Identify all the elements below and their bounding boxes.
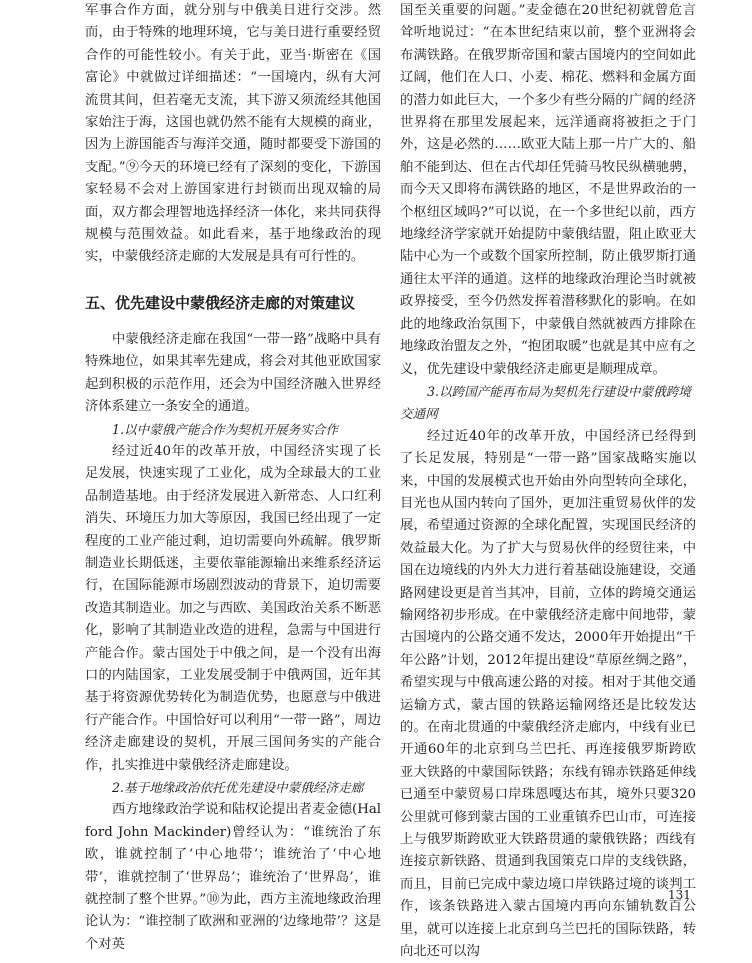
sub-heading: 2.基于地缘政治依托优先建设中蒙俄经济走廊: [112, 780, 364, 795]
body-paragraph: 西方地缘政治学说和陆权论提出者麦金德(Halford John Mackinder)曾经认为：“谁统治了东欧，谁就控制了‘中心地带’；谁统治了‘中心地带’，谁就控制了‘世界岛’；谁统治了‘世界岛’，谁就控制了整个世界。”⑩为此，西方主流地缘政治理论认为：“谁控制了欧洲和亚洲的‘边缘地带’？这是个对英: [85, 802, 381, 952]
left-column: [85, 0, 381, 956]
section-heading: 五、优先建设中蒙俄经济走廊的对策建议: [85, 293, 356, 312]
body-paragraph: 中蒙俄经济走廊在我国“一带一路”战略中具有特殊地位，如果其率先建成，将会对其他亚欧国家起到积极的示范作用，还会为中国经济融入世界经济体系建立一条安全的通道。: [85, 331, 381, 415]
right-column: [400, 0, 696, 963]
body-paragraph: 经过近40年的改革开放，中国经济已经得到了长足发展，特别是“一带一路”国家战略实施以来，中国的发展模式也开始由外向型转向全球化，目光也从国内转向了国外，更加注重贸易伙伴的发展，希望通过资源的全球化配置，实现国民经济的效益最大化。为了扩大与贸易伙伴的经贸往来，中国在边境线的内外大力进行着基础设施建设，交通路网建设更是首当其冲，目前，立体的跨境交通运输网络初步形成。在中蒙俄经济走廊中间地带，蒙古国境内的公路交通不发达，2000年开始提出“千年公路”计划，2012年提出建设“草原丝绸之路”，希望实现与中俄高速公路的对接。相对于其他交通运输方式，蒙古国的铁路运输网络还是比较发达的。在南北贯通的中蒙俄经济走廊内，中线有业已开通60年的北京到乌兰巴托、再连接俄罗斯跨欧亚大铁路的中蒙国际铁路；东线有锦赤铁路延伸线已通至中蒙贸易口岸珠恩嘎达布其，境外只要320公里就可修到蒙古国的工业重镇乔巴山市，可连接上与俄罗斯跨欧亚大铁路贯通的蒙俄铁路；西线有连接京新铁路、贯通到我国策克口岸的支线铁路，而且，目前已完成中蒙边境口岸铁路过境的谈判工作，该条铁路进入蒙古国境内再向东铺轨数百公里，就可以连接上北京到乌兰巴托的国际铁路，转向北还可以沟: [400, 428, 696, 960]
sub-heading: 3.以跨国产能再布局为契机先行建设中蒙俄跨境交通网: [400, 383, 691, 422]
body-paragraph: 国至关重要的问题。”麦金德在20世纪初就曾危言耸听地说过：“在本世纪结束以前，整个亚洲将会布满铁路。在俄罗斯帝国和蒙古国境内的空间如此辽阔，他们在人口、小麦、棉花、燃料和金属方面的潜力如此巨大，一个多少有些分隔的广阔的经济世界将在那里发展起来，远洋通商将被拒之于门外，这是必然的……欧亚大陆上那一片广大的、船舶不能到达、但在古代却任凭骑马牧民纵横驰骋，而今天又即将布满铁路的地区，不是世界政治的一个枢纽区域吗?”可以说，在一个多世纪以前，西方地缘经济学家就开始提防中蒙俄结盟，阻止欧亚大陆中心为一个或数个国家所控制，防止俄罗斯打通通往太平洋的通道。这样的地缘政治理论当时就被政界接受，至今仍然发挥着潜移默化的影响。在如此的地缘政治氛围下，中蒙俄自然就被西方排除在地缘政治盟友之外，“抱团取暖”也就是其中应有之义，优先建设中蒙俄经济走廊更是顺理成章。: [400, 3, 696, 377]
page-number: 131: [668, 888, 691, 902]
sub-heading: 1.以中蒙俄产能合作为契机开展务实合作: [112, 421, 339, 437]
body-paragraph: 经过近40年的改革开放，中国经济实现了长足发展，快速实现了工业化，成为全球最大的工业品制造基地。由于经济发展进入新常态、人口红利消失、环境压力加大等原因，我国已经出现了一定程度的工业产能过剩，迫切需要向外疏解。俄罗斯制造业长期低迷，主要依靠能源输出来维系经济运行，在国际能源市场剧烈波动的背景下，迫切需要改造其制造业。加之与西欧、美国政治关系不断恶化，影响了其制造业改造的进程，急需与中国进行产能合作。蒙古国处于中俄之间，是一个没有出海口的内陆国家，工业发展受制于中俄两国，近年其基于将资源优势转化为制造优势，也愿意与中俄进行产能合作。中国恰好可以利用“一带一路”，周边经济走廊建设的契机，开展三国间务实的产能合作，扎实推进中蒙俄经济走廊建设。: [85, 443, 381, 773]
body-paragraph: 军事合作方面，就分别与中俄美日进行交涉。然而，由于特殊的地理环境，它与美日进行重要经贸合作的可能性较小。有关于此，亚当·斯密在《国富论》中就做过详细描述：“一国境内，纵有大河流贯其间，但若毫无支流，其下游又须流经其他国家始注于海，这国也就仍然不能有大规模的商业，因为上游国能否与海洋交通，随时都要受下游国的支配。”⑨今天的环境已经有了深刻的变化，下游国家轻易不会对上游国家进行封锁而出现双输的局面，双方都会理智地选择经济一体化，来共同获得规模与范围效益。如此看来，基于地缘政治的现实，中蒙俄经济走廊的大发展是具有可行性的。: [85, 3, 381, 265]
